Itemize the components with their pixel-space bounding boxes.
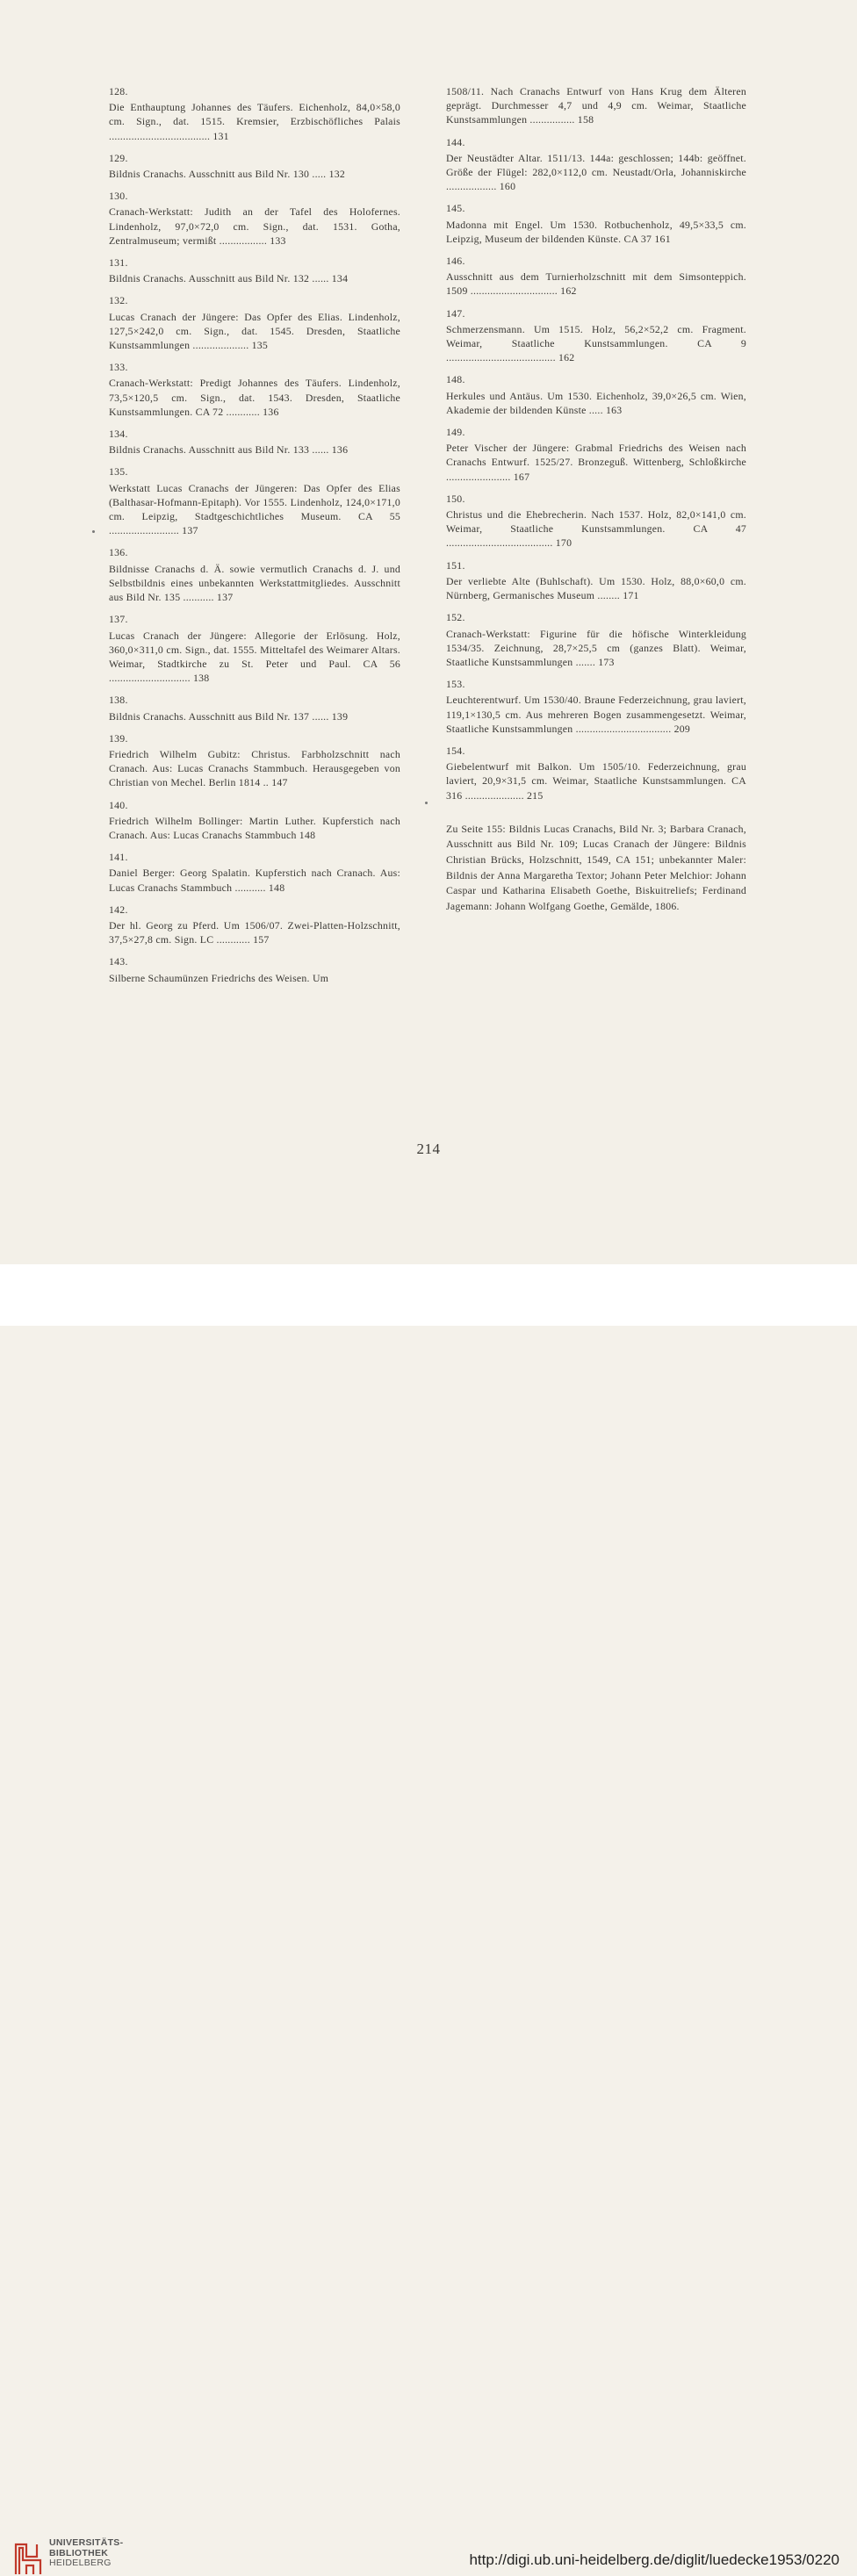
entry-text: Leuchterentwurf. Um 1530/40. Braune Federzeichnung, grau laviert, 119,1×130,5 cm. Aus mehreren Bogen zusammengesetzt. Weimar, Staatliche Kunstsammlungen .................................. 209 — [446, 694, 746, 735]
list-item — [109, 954, 400, 984]
list-item — [446, 84, 746, 127]
entry-text: Werkstatt Lucas Cranachs der Jüngeren: Das Opfer des Elias (Balthasar-Hofmann-Epitaph). Vor 1555. Lindenholz, 124,0×171,0 cm. Leipzig, Stadtgeschichtliches Museum. CA 55 ......................... 137 — [109, 481, 400, 537]
entry-number: 130. — [109, 190, 128, 203]
list-item — [109, 293, 400, 352]
entry-number: 154. — [446, 744, 465, 757]
entry-text: Bildnis Cranachs. Ausschnitt aus Bild Nr. 133 ...... 136 — [109, 443, 349, 457]
entry-text: Der Neustädter Altar. 1511/13. 144a: geschlossen; 144b: geöffnet. Größe der Flügel: 282,0×112,0 cm. Neustadt/Orla, Johanniskirche .................. 160 — [446, 151, 746, 193]
entry-text: Bildnis Cranachs. Ausschnitt aus Bild Nr. 132 ...... 134 — [109, 272, 349, 285]
entry-number: 132. — [109, 294, 128, 307]
entry-text: Peter Vischer der Jüngere: Grabmal Friedrichs des Weisen nach Cranachs Entwurf. 1525/27. Bronzeguß. Wittenberg, Schloßkirche ....................... 167 — [446, 442, 746, 483]
list-item — [446, 610, 746, 669]
entry-text: Cranach-Werkstatt: Predigt Johannes des Täufers. Lindenholz, 73,5×120,5 cm. Sign., dat. 1543. Dresden, Staatliche Kunstsammlungen. CA 72 ............ 136 — [109, 377, 400, 418]
list-item — [109, 151, 400, 181]
scanned-page — [0, 0, 857, 1264]
entry-text: Christus und die Ehebrecherin. Nach 1537. Holz, 82,0×141,0 cm. Weimar, Staatliche Kunstsammlungen. CA 47 ...................................... 170 — [446, 508, 746, 550]
library-line: BIBLIOTHEK — [49, 2547, 109, 2558]
entry-number: 144. — [446, 135, 465, 148]
list-item — [109, 731, 400, 790]
list-item — [109, 464, 400, 537]
list-item — [446, 254, 746, 299]
entry-text: Herkules und Antäus. Um 1530. Eichenholz, 39,0×26,5 cm. Wien, Akademie der bildenden Künste ..... 163 — [446, 389, 746, 416]
source-url-link[interactable]: http://digi.ub.uni-heidelberg.de/diglit/luedecke1953/0220 — [469, 2551, 839, 2568]
list-item — [109, 427, 400, 457]
list-item — [109, 612, 400, 685]
entry-number: 137. — [109, 613, 128, 626]
list-item — [446, 372, 746, 417]
entry-number: 147. — [446, 306, 465, 320]
entry-number: 149. — [446, 426, 465, 439]
entry-text: Die Enthauptung Johannes des Täufers. Eichenholz, 84,0×58,0 cm. Sign., dat. 1515. Kremsier, Erzbischöfliches Palais .................................... 131 — [109, 101, 400, 142]
entry-number: 143. — [109, 955, 128, 968]
entry-text: Madonna mit Engel. Um 1530. Rotbuchenholz, 49,5×33,5 cm. Leipzig, Museum der bildenden Künste. CA 37 161 — [446, 218, 746, 245]
entry-number: 145. — [446, 202, 465, 215]
list-item — [446, 492, 746, 550]
list-item — [109, 798, 400, 843]
list-item — [109, 545, 400, 604]
entry-text: Bildnis Cranachs. Ausschnitt aus Bild Nr. 137 ...... 139 — [109, 709, 349, 723]
list-item — [446, 744, 746, 802]
scan-speck — [425, 802, 428, 804]
entry-text: 1508/11. Nach Cranachs Entwurf von Hans Krug dem Älteren geprägt. Durchmesser 4,7 und 4,9 cm. Weimar, Staatliche Kunstsammlungen ................ 158 — [446, 85, 746, 126]
left-column — [109, 84, 400, 993]
entry-number: 135. — [109, 465, 128, 479]
entry-text: Giebelentwurf mit Balkon. Um 1505/10. Federzeichnung, grau laviert, 20,9×31,5 cm. Weimar, Staatliche Kunstsammlungen. CA 316 ..................... 215 — [446, 760, 746, 802]
entry-number: 152. — [446, 611, 465, 624]
library-line: UNIVERSITÄTS- — [49, 2537, 124, 2548]
list-item — [109, 189, 400, 248]
entry-number: 142. — [109, 903, 128, 916]
entry-number: 138. — [109, 694, 128, 707]
entry-number: 150. — [446, 492, 465, 505]
entry-number: 146. — [446, 255, 465, 268]
list-item — [446, 425, 746, 484]
entry-number: 133. — [109, 361, 128, 374]
entry-text: Daniel Berger: Georg Spalatin. Kupferstich nach Cranach. Aus: Lucas Cranachs Stammbuch ........... 148 — [109, 867, 400, 894]
list-item — [109, 693, 400, 723]
list-item — [446, 677, 746, 736]
entry-text: Cranach-Werkstatt: Judith an der Tafel des Holofernes. Lindenholz, 97,0×72,0 cm. Sign., dat. 1531. Gotha, Zentralmuseum; vermißt ................. 133 — [109, 205, 400, 247]
page-number: 214 — [416, 1140, 441, 1157]
list-item — [109, 84, 400, 143]
list-item — [109, 903, 400, 947]
scan-speck — [92, 530, 95, 533]
entry-text: Friedrich Wilhelm Bollinger: Martin Luther. Kupferstich nach Cranach. Aus: Lucas Cranachs Stammbuch 148 — [109, 814, 400, 841]
entry-number: 148. — [446, 373, 465, 386]
entry-number: 129. — [109, 151, 128, 164]
list-item — [109, 360, 400, 419]
list-item — [446, 201, 746, 246]
library-name — [49, 2538, 123, 2569]
entry-number: 128. — [109, 85, 128, 97]
entry-number: 141. — [109, 851, 128, 864]
entry-text: Der verliebte Alte (Buhlschaft). Um 1530. Holz, 88,0×60,0 cm. Nürnberg, Germanisches Museum ........ 171 — [446, 574, 746, 602]
entry-text: Der hl. Georg zu Pferd. Um 1506/07. Zwei-Platten-Holzschnitt, 37,5×27,8 cm. Sign. LC ............ 157 — [109, 918, 400, 946]
right-column — [446, 84, 746, 914]
list-item — [109, 255, 400, 285]
ub-heidelberg-logo-icon — [12, 2539, 44, 2576]
digitization-footer — [0, 1264, 857, 2568]
entry-text: Silberne Schaumünzen Friedrichs des Weisen. Um — [109, 971, 329, 984]
entry-number: 134. — [109, 428, 128, 441]
entry-text: Schmerzensmann. Um 1515. Holz, 56,2×52,2 cm. Fragment. Weimar, Staatliche Kunstsammlungen. CA 9 ....................................... 162 — [446, 322, 746, 364]
entry-text: Cranach-Werkstatt: Figurine für die höfische Winterkleidung 1534/35. Zeichnung, 28,7×25,5 cm (ganzes Blatt). Weimar, Staatliche Kunstsammlungen ....... 173 — [446, 627, 746, 668]
entry-number: 131. — [109, 256, 128, 270]
entry-text: Lucas Cranach der Jüngere: Das Opfer des Elias. Lindenholz, 127,5×242,0 cm. Sign., dat. 1545. Dresden, Staatliche Kunstsammlungen .................... 135 — [109, 310, 400, 352]
page-note: Zu Seite 155: Bildnis Lucas Cranachs, Bild Nr. 3; Barbara Cranach, Ausschnitt aus Bild Nr. 109; Lucas Cranach der Jüngere: Bildnis Christian Brücks, Holzschnitt, 1549, CA 151; unbekannter Maler: Bildnis der Anna Margaretha Textor; Johann Peter Melchior: Johann Caspar und Katharina Elisabeth Goethe, Biskuitreliefs; Ferdinand Jagemann: Johann Wolfgang Goethe, Gemälde, 1806. — [446, 822, 746, 912]
entry-number: 140. — [109, 798, 128, 811]
list-item — [446, 558, 746, 603]
library-line: HEIDELBERG — [49, 2558, 112, 2568]
list-item — [109, 850, 400, 895]
list-item — [446, 306, 746, 365]
entry-number: 139. — [109, 731, 128, 745]
entry-text: Ausschnitt aus dem Turnierholzschnitt mit dem Simsonteppich. 1509 ............................... 162 — [446, 270, 746, 298]
entry-text: Friedrich Wilhelm Gubitz: Christus. Farbholzschnitt nach Cranach. Aus: Lucas Cranachs Stammbuch. Herausgegeben von Christian von Mechel. Berlin 1814 .. 147 — [109, 747, 400, 789]
entry-number: 136. — [109, 546, 128, 559]
list-item — [446, 135, 746, 194]
entry-number: 151. — [446, 558, 465, 572]
entry-number: 153. — [446, 678, 465, 691]
entry-text: Bildnisse Cranachs d. Ä. sowie vermutlich Cranachs d. J. und Selbstbildnis eines unbekannten Werkstattmitgliedes. Ausschnitt aus Bild Nr. 135 ........... 137 — [109, 562, 400, 604]
entry-text: Lucas Cranach der Jüngere: Allegorie der Erlösung. Holz, 360,0×311,0 cm. Sign., dat. 1555. Mitteltafel des Weimarer Altars. Weimar, Stadtkirche zu St. Peter und Paul. CA 56 ............................. 138 — [109, 629, 400, 685]
entry-text: Bildnis Cranachs. Ausschnitt aus Bild Nr. 130 ..... 132 — [109, 168, 346, 181]
